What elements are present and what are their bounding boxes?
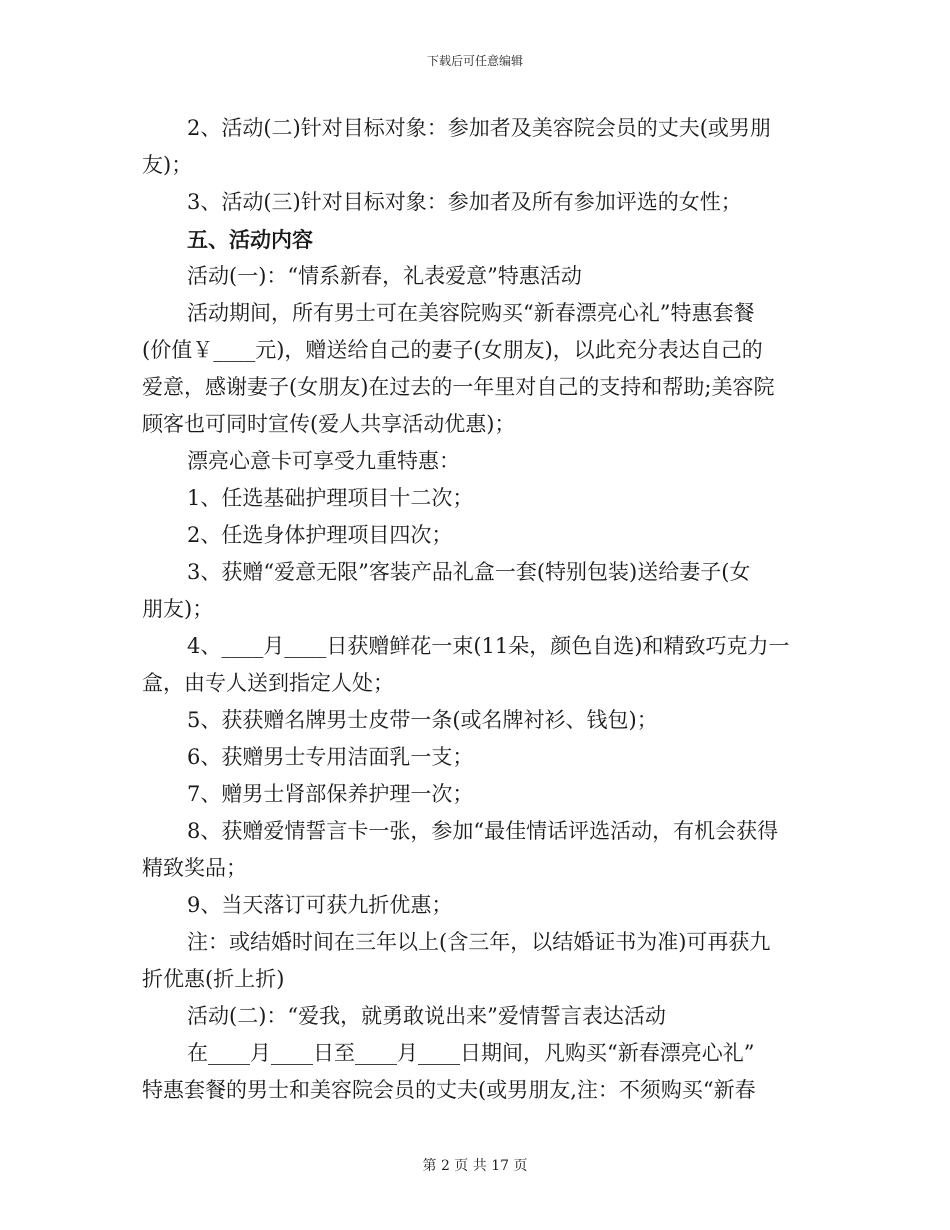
paragraph bbox=[142, 258, 814, 295]
paragraph bbox=[142, 1035, 814, 1109]
text-line: 6、获赠男士专用洁面乳一支； bbox=[187, 745, 474, 769]
text-line: 活动(二)：“爱我，就勇敢说出来”爱情誓言表达活动 bbox=[187, 1004, 666, 1028]
text-line: 顾客也可同时宣传(爱人共享活动优惠)； bbox=[142, 412, 516, 436]
list-item bbox=[142, 702, 814, 739]
text-line: 活动(一)：“情系新春，礼表爱意”特惠活动 bbox=[187, 264, 582, 288]
text-line: 3、获赠“爱意无限”客装产品礼盒一套(特别包装)送给妻子(女 bbox=[187, 560, 751, 584]
text-line: 朋友)； bbox=[142, 597, 214, 621]
text-line: 爱意，感谢妻子(女朋友)在过去的一年里对自己的支持和帮助;美容院 bbox=[142, 375, 775, 399]
list-item bbox=[142, 739, 814, 776]
list-item bbox=[142, 887, 814, 924]
paragraph bbox=[142, 110, 814, 184]
text-line: 4、____月____日获赠鲜花一束(11朵，颜色自选)和精致巧克力一 bbox=[187, 634, 790, 658]
text-line: 盒，由专人送到指定人处； bbox=[142, 671, 394, 695]
list-item bbox=[142, 554, 814, 628]
list-item bbox=[142, 776, 814, 813]
list-item bbox=[142, 480, 814, 517]
text-line: 友)； bbox=[142, 153, 193, 177]
paragraph bbox=[142, 443, 814, 480]
page-footer: 第 2 页 共 17 页 bbox=[422, 1158, 528, 1174]
page-header: 下载后可任意编辑 bbox=[426, 54, 523, 68]
text-line: 活动期间，所有男士可在美容院购买“新春漂亮心礼”特惠套餐 bbox=[187, 301, 755, 325]
text-line: 1、任选基础护理项目十二次； bbox=[187, 486, 474, 510]
text-line: 7、赠男士肾部保养护理一次； bbox=[187, 782, 474, 806]
list-item bbox=[142, 517, 814, 554]
text-line: 3、活动(三)针对目标对象：参加者及所有参加评选的女性； bbox=[187, 190, 742, 214]
text-line: 折优惠(折上折) bbox=[142, 967, 285, 991]
text-line: 在____月____日至____月____日期间，凡购买“新春漂亮心礼” bbox=[187, 1041, 755, 1065]
text-line: 9、当天落订可获九折优惠； bbox=[187, 893, 453, 917]
paragraph bbox=[142, 998, 814, 1035]
paragraph bbox=[142, 184, 814, 221]
paragraph bbox=[142, 295, 814, 443]
document-body bbox=[142, 110, 814, 1109]
text-line: 漂亮心意卡可享受九重特惠： bbox=[187, 449, 460, 473]
text-line: 精致奖品； bbox=[142, 856, 247, 880]
text-line: 2、任选身体护理项目四次； bbox=[187, 523, 453, 547]
heading-text: 五、活动内容 bbox=[187, 227, 313, 252]
text-line: (价值￥____元)，赠送给自己的妻子(女朋友)，以此充分表达自己的 bbox=[142, 338, 763, 362]
text-line: 注：或结婚时间在三年以上(含三年，以结婚证书为准)可再获九 bbox=[187, 930, 771, 954]
list-item bbox=[142, 628, 814, 702]
text-line: 2、活动(二)针对目标对象：参加者及美容院会员的丈夫(或男朋 bbox=[187, 116, 771, 140]
text-line: 5、获获赠名牌男士皮带一条(或名牌衬衫、钱包)； bbox=[187, 708, 658, 732]
note-paragraph bbox=[142, 924, 814, 998]
list-item bbox=[142, 813, 814, 887]
text-line: 8、获赠爱情誓言卡一张，参加“最佳情话评选活动，有机会获得 bbox=[187, 819, 779, 843]
section-heading bbox=[142, 221, 814, 258]
text-line: 特惠套餐的男士和美容院会员的丈夫(或男朋友,注：不须购买“新春 bbox=[142, 1078, 756, 1102]
